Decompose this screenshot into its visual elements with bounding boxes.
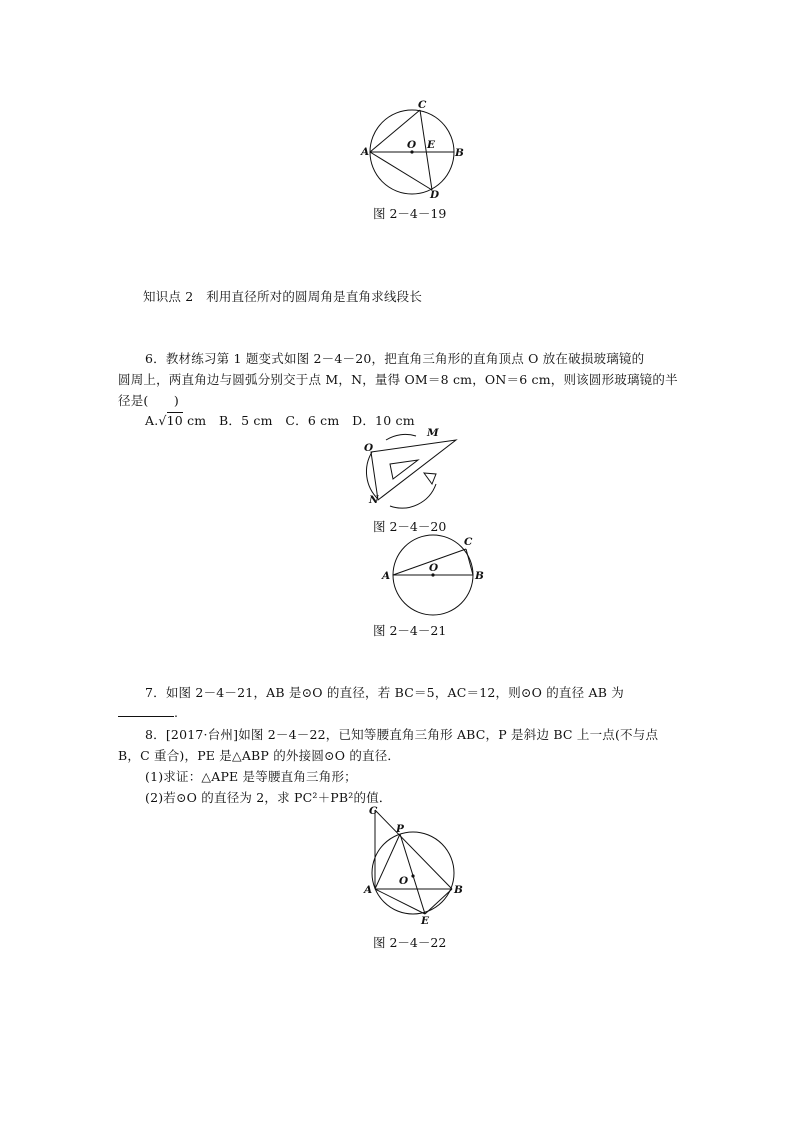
fig22-segment-ae [375, 889, 425, 914]
fig21-label-b: B [475, 570, 484, 582]
fig20-label-n: N [369, 494, 379, 506]
q6-option-a-prefix: A. [145, 413, 159, 428]
fig21-caption: 图 2－4－21 [373, 623, 447, 638]
q8-line-3: (1)求证：△APE 是等腰直角三角形； [145, 769, 357, 784]
q6-line-1: 6．教材练习第 1 题变式如图 2－4－20，把直角三角形的直角顶点 O 放在破损玻璃镜的 [145, 351, 645, 366]
figure-2-4-21 [378, 534, 488, 620]
fig20-caption: 图 2－4－20 [373, 519, 447, 534]
q7-answer-blank[interactable] [118, 704, 174, 717]
fig22-diameter-pe [400, 834, 425, 914]
q6-option-a-radicand: 10 [166, 413, 183, 428]
fig21-label-c: C [464, 536, 473, 548]
fig22-circle [372, 832, 454, 914]
figure-2-4-22 [358, 804, 468, 926]
q8-line-1: 8．[2017·台州]如图 2－4－22，已知等腰直角三角形 ABC，P 是斜边 BC 上一点(不与点 [145, 727, 659, 742]
fig19-label-b: B [455, 147, 464, 159]
fig22-label-o: O [399, 875, 409, 887]
q7-line-2 [118, 704, 178, 720]
fig22-center-dot [411, 874, 414, 877]
fig22-segment-be [425, 889, 452, 914]
fig19-label-c: C [418, 99, 427, 111]
fig20-broken-circle [386, 434, 416, 440]
figure-2-4-19 [360, 98, 470, 200]
fig19-caption: 图 2－4－19 [373, 206, 447, 221]
q6-line-3: 径是( ) [118, 393, 179, 408]
fig19-chord-ad [370, 152, 432, 190]
fig19-label-e: E [427, 139, 436, 151]
fig22-segment-ap [375, 834, 400, 889]
fig20-triangle-inner [390, 460, 418, 479]
fig21-chord-bc [466, 549, 473, 575]
knowledge-point-heading [143, 287, 422, 305]
q6-line-2: 圆周上，两直角边与圆弧分别交于点 M，N，量得 OM＝8 cm，ON＝6 cm，则该圆形玻璃镜的半 [118, 372, 678, 387]
q8-line-2: B，C 重合)，PE 是△ABP 的外接圆⊙O 的直径． [118, 748, 401, 763]
fig22-label-a: A [364, 884, 373, 896]
q8-line-4: (2)若⊙O 的直径为 2，求 PC²＋PB²的值． [145, 790, 392, 805]
fig21-label-o: O [429, 562, 439, 574]
fig22-label-b: B [454, 884, 463, 896]
fig22-label-p: P [396, 823, 404, 835]
fig22-caption: 图 2－4－22 [373, 935, 447, 950]
sqrt-icon: √ [158, 413, 167, 428]
q7-line-1: 7．如图 2－4－21，AB 是⊙O 的直径，若 BC＝5，AC＝12，则⊙O 的直径 AB 为 [145, 685, 624, 700]
fig20-triangle-outer [371, 440, 456, 500]
fig20-label-m: M [427, 427, 439, 439]
fig22-label-e: E [421, 915, 430, 926]
q7-period: . [174, 705, 179, 720]
fig20-broken-edge [424, 473, 436, 484]
fig22-label-c: C [369, 805, 378, 817]
knowledge-point-title: 利用直径所对的圆周角是直角求线段长 [206, 289, 423, 304]
fig20-label-o: O [364, 442, 374, 454]
fig19-label-o: O [407, 139, 417, 151]
fig21-label-a: A [382, 570, 391, 582]
q6-options-rest: cm B．5 cm C．6 cm D．10 cm [182, 413, 415, 428]
figure-2-4-20 [360, 426, 460, 516]
fig19-label-a: A [361, 146, 370, 158]
fig19-label-d: D [430, 189, 440, 200]
knowledge-point-label: 知识点 2 [143, 289, 194, 304]
fig20-broken-circle-right [390, 484, 436, 508]
